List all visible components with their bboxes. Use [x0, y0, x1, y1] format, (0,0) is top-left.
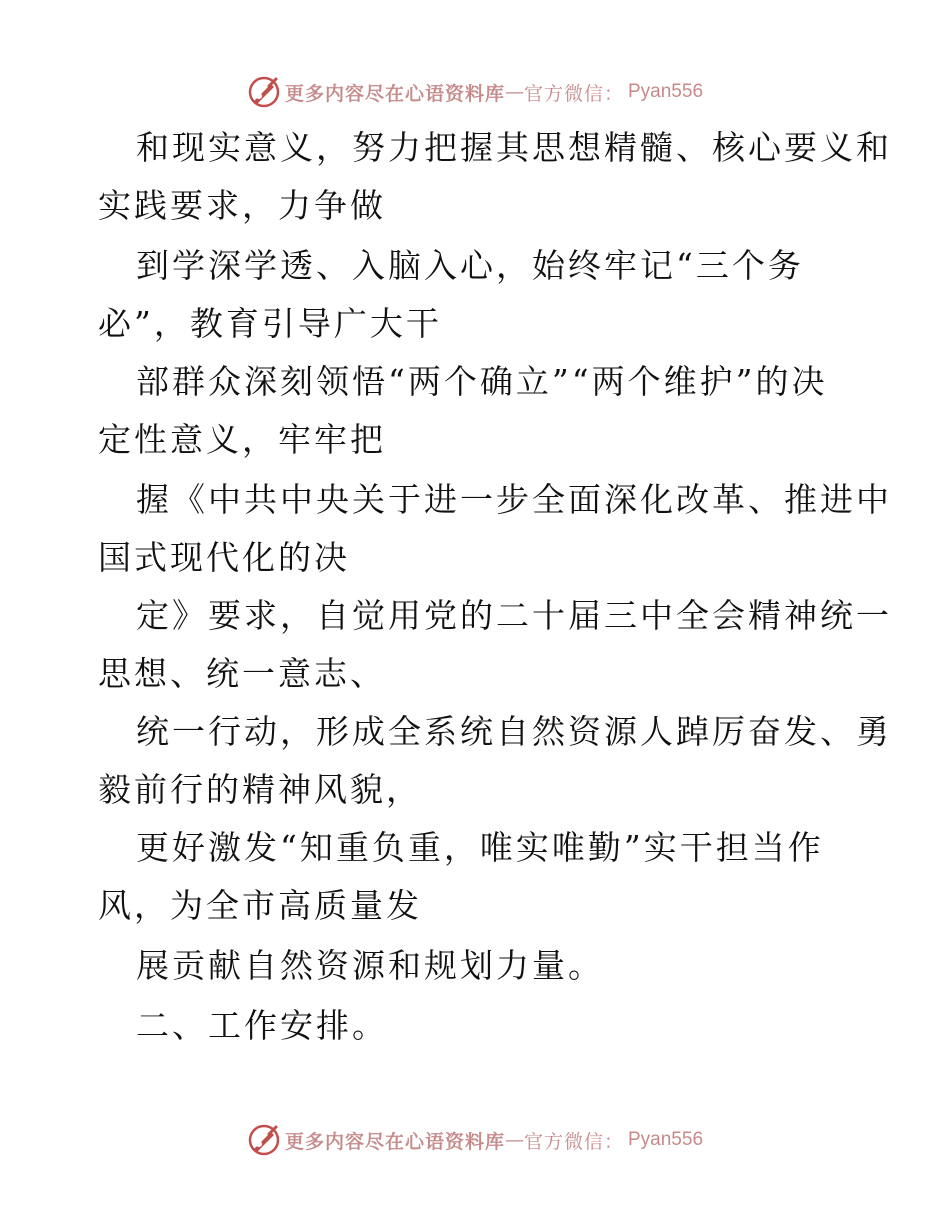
- text-line: 定》要求，自觉用党的二十届三中全会精神统一: [136, 596, 892, 635]
- watermark-separator: —: [504, 1129, 524, 1151]
- text-line: 定性意义，牢牢把: [98, 420, 386, 459]
- footer-watermark: [0, 1120, 950, 1160]
- text-line: 到学深学透、入脑入心，始终牢记“三个务: [136, 246, 804, 285]
- watermark-brand: 更多内容尽在心语资料库: [284, 82, 505, 105]
- text-line: 思想、统一意志、: [98, 654, 386, 693]
- text-line: 握《中共中央关于进一步全面深化改革、推进中: [136, 480, 892, 519]
- text-line: 实践要求，力争做: [98, 186, 386, 225]
- watermark-wechat-id: Pyan556: [628, 81, 704, 102]
- watermark-brand: 更多内容尽在心语资料库: [284, 1130, 505, 1153]
- watermark-wechat-label: 官方微信：: [523, 1130, 624, 1153]
- text-line: 部群众深刻领悟“两个确立”“两个维护”的决: [136, 362, 828, 401]
- text-line: 更好激发“知重负重，唯实唯勤”实干担当作: [136, 828, 824, 867]
- text-line: 毅前行的精神风貌，: [98, 770, 422, 809]
- section-heading: 二、工作安排。: [136, 1006, 388, 1045]
- watermark-wechat-label: 官方微信：: [523, 82, 624, 105]
- text-line: 国式现代化的决: [98, 538, 350, 577]
- text-line: 和现实意义，努力把握其思想精髓、核心要义和: [136, 128, 892, 167]
- pen-logo-icon: [247, 75, 281, 109]
- pen-logo-icon: [247, 1123, 281, 1157]
- text-line: 展贡献自然资源和规划力量。: [136, 946, 604, 985]
- watermark-separator: —: [504, 81, 524, 103]
- text-line: 必”，教育引导广大干: [98, 304, 442, 343]
- watermark-wechat-id: Pyan556: [628, 1129, 704, 1150]
- text-line: 统一行动，形成全系统自然资源人踔厉奋发、勇: [136, 712, 892, 751]
- header-watermark: [0, 72, 950, 112]
- text-line: 风，为全市高质量发: [98, 886, 422, 925]
